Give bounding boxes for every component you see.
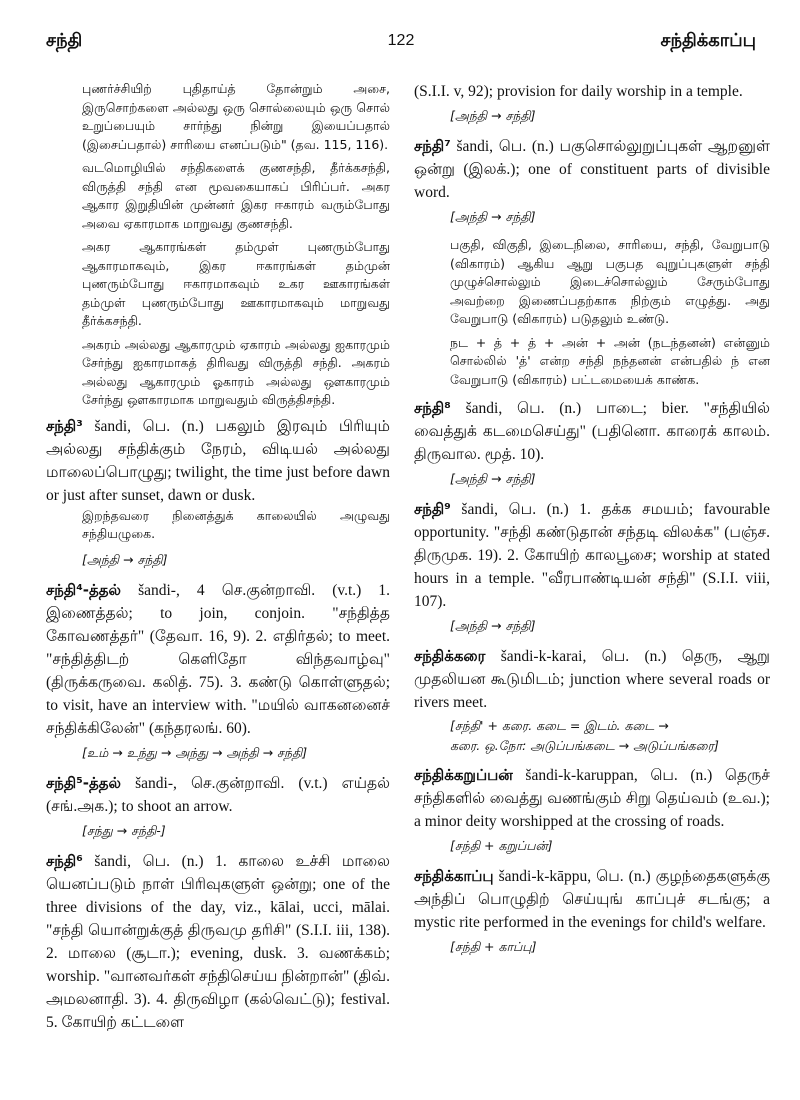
- etymology: [உம் → உந்து → அந்து → அந்தி → சந்தி]: [82, 744, 308, 760]
- usage-note: பகுதி, விகுதி, இடைநிலை, சாரியை, சந்தி, வேறுபாடு (விகாரம்) ஆகிய ஆறு பகுபத வுறுப்புகளுள் சந்தி முழுச்சொல்லும் இடைச்சொல்லும் சேரும்போது அவற்றை இணைப்பதற்காக நிற்கும் எழுத்து. அது வேறுபாடு (விகாரம்) படுதலும் உண்டு.: [450, 237, 770, 326]
- definition: šandi-, செ.குன்றாவி. (v.t.) எய்தல் (சங்.அக.); to shoot an arrow.: [46, 774, 390, 815]
- headword: சந்திக்காப்பு: [414, 867, 494, 885]
- definition: šandi-, 4 செ.குன்றாவி. (v.t.) 1. இணைத்தல்; to join, conjoin. "சந்தித்த கோவணத்தர்" (தேவா. 16, 9). 2. எதிர்தல்; to meet. "சந்தித்திடற் கெளிதோ விந்தவாழ்வு" (திருக்கருவை. கலித். 75). 3. கண்டு கொள்ளுதல்; to visit, have an interview with. "மயில் வாகனனைச் சந்திக்கிலேன்" (கந்தரலங். 60).: [46, 581, 391, 737]
- left-column: [46, 80, 390, 1042]
- page-number: 122: [387, 32, 415, 49]
- headword: சந்திக்கரை: [414, 647, 486, 665]
- headword: சந்தி³: [46, 416, 83, 435]
- definition-continued: (S.I.I. v, 92); provision for daily worship in a temple.: [414, 83, 743, 100]
- headword: சந்தி⁹: [414, 500, 451, 518]
- etymology: [அந்தி → சந்தி]: [82, 551, 168, 567]
- entry-sandikkaruppan: [414, 764, 770, 857]
- definition: šandi-k-karai, பெ. (n.) தெரு, ஆறு முதலியன கூடுமிடம்; junction where several roads or rivers meet.: [414, 648, 770, 711]
- note-sandhi-types: வடமொழியில் சந்திகளைக் குணசந்தி, தீர்க்கசந்தி, விருத்தி சந்தி என மூவகையாகப் பிரிப்பர். அகர ஆகார இறுதியின் முன்னர் இகர ஈகாரம் வரும்போது அவை ஏகாரமாக மாறுவது குணசந்தி.: [82, 160, 390, 231]
- entry-sandikkarai: [414, 645, 770, 756]
- headword: சந்தி⁶: [46, 851, 83, 870]
- entry-sandi-3: [46, 415, 390, 571]
- header-right-word: சந்திக்காப்பு: [660, 30, 756, 51]
- etymology: [414, 716, 770, 756]
- etymology: [சந்தி + கறுப்பன்]: [450, 838, 553, 853]
- usage-note-example: நட + த் + த் + அன் + அன் (நடந்தனன்) என்னும் சொல்லில் 'த்' என்ற சந்தி நந்தனன் என்பதில் ந் என வேறுபாடு (விகாரம்) பட்டமையைக் காண்க.: [450, 334, 770, 387]
- definition: šandi, பெ. (n.) பாடை; bier. "சந்தியில் வைத்துக் கடமைசெய்து" (பதினொ. காரைக் காலம். திருவால. மூத். 10).: [414, 400, 771, 463]
- definition: šandi, பெ. (n.) பகலும் இரவும் பிரியும் அல்லது சந்திக்கும் நேரம், விடியல் அல்லது மாலைப்பொழுது; twilight, the time just before dawn or just after sunset, dawn or dusk.: [46, 417, 390, 504]
- note-sariyai: புணர்ச்சியிற் புதிதாய்த் தோன்றும் அசை, இருசொற்களை அல்லது ஒரு சொல்லையும் ஒரு சொல் உறுப்பையும் சார்ந்து நின்று இயைப்பதால் (இசைப்பதால்) சாரியை எனப்படும்" (தவ. 115, 116).: [82, 81, 390, 152]
- etymology: [அந்தி → சந்தி]: [450, 108, 536, 123]
- entry-sandi-9: [414, 498, 770, 637]
- headword: சந்தி⁸: [414, 399, 451, 417]
- etymology: [அந்தி → சந்தி]: [450, 209, 536, 224]
- entry-sandi-4: [46, 579, 390, 764]
- headword: சந்திக்கறுப்பன்: [414, 766, 513, 784]
- etymology: [அந்தி → சந்தி]: [450, 618, 536, 633]
- entry-sandi-7: [414, 135, 770, 389]
- etymology: [சந்தி + காப்பு]: [450, 939, 537, 954]
- etymology: [சந்து → சந்தி-]: [82, 822, 166, 838]
- headword: சந்தி⁷: [414, 137, 451, 155]
- definition: šandi-k-kāppu, பெ. (n.) குழந்தைகளுக்கு அந்திப் பொழுதிற் செய்யுங் காப்புச் சடங்கு; a mystic rite performed in the evenings for child's welfare.: [414, 868, 771, 931]
- entry-sandi-5: [46, 772, 390, 842]
- header-left-word: சந்தி: [46, 30, 83, 51]
- etymology-line-2: கரை. ஒ.நோ: அடுப்பங்கடை → அடுப்பங்கரை]: [450, 738, 719, 753]
- definition: šandi, பெ. (n.) 1. தக்க சமயம்; favourable opportunity. "சந்தி கண்டுதான் சந்தடி விலக்க" (பஞ்ச. திருமுக. 19). 2. கோயிற் காலபூசை; worship at stated hours in a temple. "வீரபாண்டியன் சந்தி" (S.I.I. viii, 107).: [414, 501, 770, 610]
- page-header: [46, 30, 756, 58]
- usage-note: இறந்தவரை நினைத்துக் காலையில் அழுவது சந்தியழுகை.: [82, 507, 390, 541]
- entry-sandi-6: [46, 850, 390, 1034]
- entry-sandikkappu: [414, 865, 770, 958]
- entry-sandi-6-continued: [414, 80, 770, 127]
- headword: சந்தி⁵-த்தல்: [46, 773, 122, 792]
- headword: சந்தி⁴-த்தல்: [46, 580, 122, 599]
- definition: šandi, பெ. (n.) 1. காலை உச்சி மாலை யெனப்படும் நாள் பிரிவுகளுள் ஒன்று; one of the three divisions of the day, viz., kālai, ucci, mālai. "சந்தி யொன்றுக்குத் திருவமு தரிசி" (S.I.I. iii, 138). 2. மாலை (சூடா.); evening, dusk. 3. வணக்கம்; worship. "வானவர்கள் சந்திசெய்ய நின்றான்" (திவ். அமலனாதி. 3). 4. திருவிழா (கல்வெட்டு); festival. 5. கோயிற் கட்டளை: [46, 852, 391, 1031]
- definition: šandi, பெ. (n.) பகுசொல்லுறுப்புகள் ஆறனுள் ஒன்று (இலக்.); one of constituent parts of divisible word.: [414, 138, 770, 201]
- etymology-line-1: [சந்தி' + கரை. கடை = இடம். கடை →: [450, 718, 669, 733]
- note-theerka-sandhi: அகர ஆகாரங்கள் தம்முள் புணரும்போது ஆகாரமாகவும், இகர ஈகாரங்கள் தம்முன் புணரும்போது ஈகாரமாகவும் உகர ஊகாரங்கள் தம்முள் புணரும்போது ஊகாரமாகவும் மாறுவது தீர்க்கசந்தி.: [82, 239, 390, 328]
- note-viruththi-sandhi: அகரம் அல்லது ஆகாரமும் ஏகாரம் அல்லது ஐகாரமும் சேர்ந்து ஐகாரமாகத் திரிவது விருத்தி சந்தி. அகரம் அல்லது ஆகாரமும் ஓகாரம் அல்லது ஔகாரமும் சேர்ந்து ஔகாரமாக மாறுவதும் விருத்திசந்தி.: [82, 336, 390, 407]
- etymology: [அந்தி → சந்தி]: [450, 471, 536, 486]
- entry-sandi-8: [414, 397, 770, 490]
- right-column: [414, 80, 770, 966]
- definition: šandi-k-karuppan, பெ. (n.) தெருச் சந்திகளில் வைத்து வணங்கும் சிறு தெய்வம் (உவ.); a minor deity worshipped at the crossing of roads.: [414, 767, 770, 830]
